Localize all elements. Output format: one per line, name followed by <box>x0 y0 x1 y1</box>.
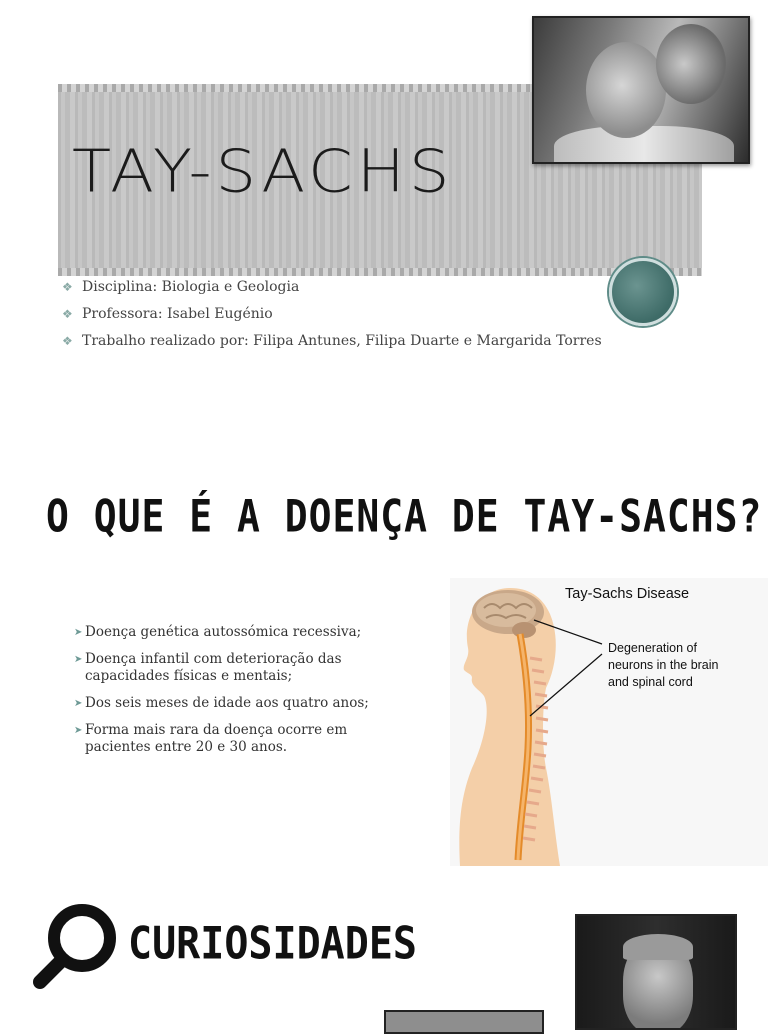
info-list <box>62 277 602 358</box>
slide-title: TAY-SACHS <box>72 138 454 207</box>
list-item: ❖ Professora: Isabel Eugénio <box>62 306 273 322</box>
diamond-bullet-icon: ❖ <box>62 307 73 321</box>
arrow-bullet-icon: ➤ <box>74 654 83 665</box>
arrow-bullet-icon: ➤ <box>74 627 83 638</box>
decorative-circle <box>609 258 677 326</box>
disease-points-list <box>74 624 404 766</box>
portrait-photo <box>575 914 737 1030</box>
anatomy-diagram <box>450 578 768 866</box>
arrow-bullet-icon: ➤ <box>74 698 83 709</box>
arrow-bullet-icon: ➤ <box>74 725 83 736</box>
list-item: ➤ Dos seis meses de idade aos quatro anos; <box>74 695 369 711</box>
diamond-bullet-icon: ❖ <box>62 280 73 294</box>
spine-illustration <box>450 578 768 866</box>
list-item: ❖ Disciplina: Biologia e Geologia <box>62 279 300 295</box>
magnifying-glass-icon <box>30 900 122 992</box>
section-heading: O QUE É A DOENÇA DE TAY-SACHS? <box>46 490 763 542</box>
diamond-bullet-icon: ❖ <box>62 334 73 348</box>
list-item: ❖ Trabalho realizado por: Filipa Antunes, Filipa Duarte e Margarida Torres <box>62 333 602 349</box>
curiosidades-heading: CURIOSIDADES <box>128 918 417 970</box>
list-item: ➤ Doença infantil com deterioração das capacidades físicas e mentais; <box>74 651 342 684</box>
diagram-caption: Degeneration of neurons in the brain and spinal cord <box>608 641 719 689</box>
diagram-title: Tay-Sachs Disease <box>565 586 690 602</box>
list-item: ➤ Forma mais rara da doença ocorre em pacientes entre 20 e 30 anos. <box>74 722 348 755</box>
partial-photo <box>384 1010 544 1034</box>
list-item: ➤ Doença genética autossómica recessiva; <box>74 624 362 640</box>
children-photo <box>532 16 750 164</box>
